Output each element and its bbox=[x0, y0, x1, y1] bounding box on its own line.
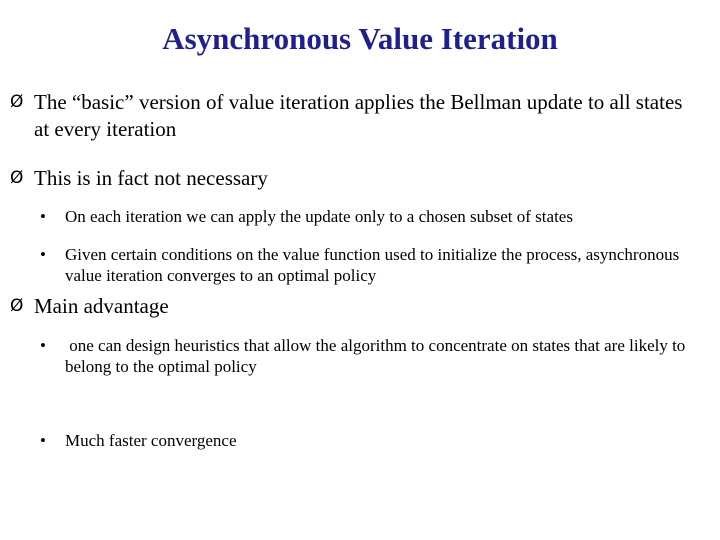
sub-bullet-text: Much faster convergence bbox=[65, 431, 237, 450]
bullet-basic-version bbox=[10, 89, 700, 143]
dot-bullet-icon: • bbox=[40, 245, 46, 264]
sub-bullet-faster-convergence bbox=[40, 430, 690, 451]
sub-bullet-chosen-subset bbox=[40, 206, 690, 227]
dot-bullet-icon: • bbox=[40, 207, 46, 226]
sub-bullet-heuristics bbox=[40, 335, 690, 377]
bullet-not-necessary bbox=[10, 165, 700, 192]
dot-bullet-icon: • bbox=[40, 431, 46, 450]
arrow-bullet-icon: Ø bbox=[10, 296, 24, 316]
sub-bullet-text: Given certain conditions on the value function used to initialize the process, asynchronous value iteration converges to an optimal policy bbox=[65, 245, 680, 285]
sub-bullet-text: On each iteration we can apply the update only to a chosen subset of states bbox=[65, 207, 573, 226]
bullet-text: This is in fact not necessary bbox=[34, 166, 268, 190]
slide-title: Asynchronous Value Iteration bbox=[162, 21, 558, 56]
bullet-text: Main advantage bbox=[34, 294, 169, 318]
dot-bullet-icon: • bbox=[40, 336, 46, 355]
bullet-text: The “basic” version of value iteration applies the Bellman update to all states at every iteration bbox=[34, 90, 683, 141]
bullet-main-advantage bbox=[10, 293, 700, 320]
sub-bullet-convergence-conditions bbox=[40, 244, 690, 286]
arrow-bullet-icon: Ø bbox=[10, 168, 24, 188]
sub-bullet-text: one can design heuristics that allow the algorithm to concentrate on states that are likely to belong to the optimal policy bbox=[65, 336, 690, 376]
arrow-bullet-icon: Ø bbox=[10, 92, 24, 112]
